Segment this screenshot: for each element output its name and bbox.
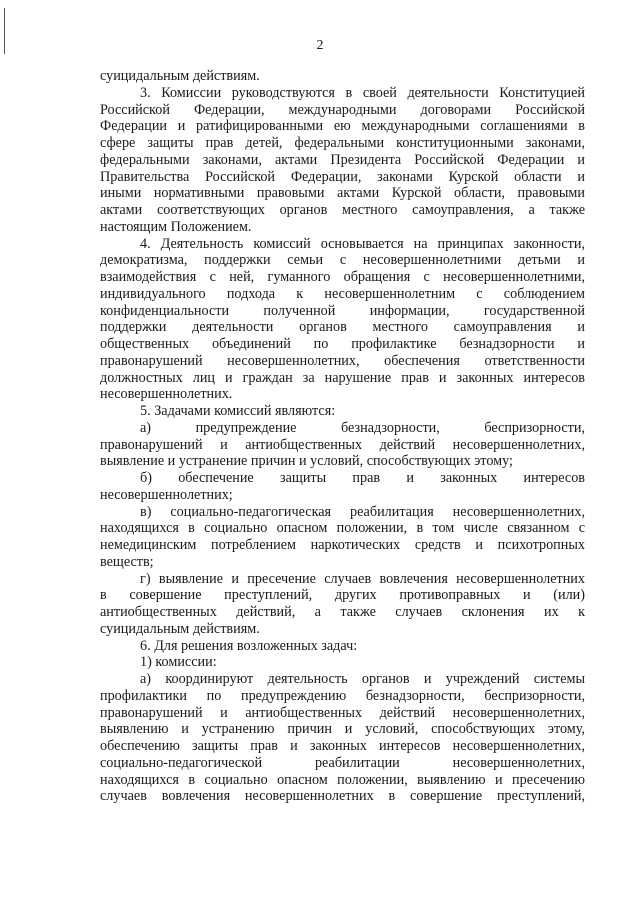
text-line: правонарушений несовершеннолетних, обеспечения ответственности — [100, 352, 585, 369]
text-line: 4. Деятельность комиссий основывается на принципах законности, — [140, 235, 585, 252]
text-line: настоящим Положением. — [100, 218, 252, 235]
text-line: общественных объединений по профилактике безнадзорности и — [100, 336, 585, 352]
text-line: должностных лиц и граждан за нарушение прав и законных интересов — [100, 369, 585, 386]
text-line: суицидальным действиям. — [100, 68, 260, 84]
text-line: актами соответствующих органов местного самоуправления, а также — [100, 202, 585, 218]
text-line: иными нормативными правовыми актами Курской области, правовыми — [100, 185, 585, 202]
text-line: 1) комиссии: — [140, 654, 217, 671]
text-line: находящихся в социально опасном положении, в том числе связанном с — [100, 520, 585, 537]
page-number: 2 — [316, 38, 324, 53]
text-line: обеспечению защиты прав и законных интересов несовершеннолетних, — [100, 738, 585, 754]
text-line: взаимодействия с ней, гуманного обращения с несовершеннолетними, — [100, 269, 585, 285]
text-line: 5. Задачами комиссий являются: — [140, 403, 336, 419]
text-line: сфере защиты прав детей, федеральными конституционными законами, — [100, 135, 585, 151]
text-line: а) координируют деятельность органов и учреждений системы — [140, 671, 585, 687]
text-line: социально-педагогической реабилитации несовершеннолетних, — [100, 754, 585, 771]
text-line: г) выявление и пресечение случаев вовлечения несовершеннолетних — [140, 570, 585, 587]
text-line: антиобщественных действий, а также случаев склонения их к — [100, 604, 585, 620]
text-line: в) социально-педагогическая реабилитация несовершеннолетних, — [140, 503, 585, 520]
text-line: профилактики по предупреждению безнадзорности, беспризорности, — [100, 687, 585, 704]
text-line: Федерации и ратифицированными ею международными соглашениями в — [100, 118, 585, 135]
text-line: находящихся в социально опасном положении, выявлению и пресечению — [100, 771, 585, 788]
text-line: суицидальным действиям. — [100, 620, 260, 637]
text-line: несовершеннолетних; — [100, 486, 233, 503]
text-line: федеральными законами, актами Президента Российской Федерации и — [100, 151, 585, 168]
text-line: конфиденциальности полученной информации, государственной — [100, 302, 585, 319]
text-line: правонарушений и антиобщественных действий несовершеннолетних, — [100, 704, 585, 721]
text-line: 3. Комиссии руководствуются в своей деятельности Конституцией — [140, 84, 585, 101]
text-line: а) предупреждение безнадзорности, беспризорности, — [140, 419, 585, 436]
text-line: случаев вовлечения несовершеннолетних в совершение преступлений, — [100, 788, 585, 805]
text-line: несовершеннолетних. — [100, 386, 233, 403]
text-line: Правительства Российской Федерации, законами Курской области и — [100, 168, 585, 185]
text-line: выявлению и устранению причин и условий, способствующих этому, — [100, 721, 585, 738]
text-line: правонарушений и антиобщественных действий несовершеннолетних, — [100, 436, 585, 453]
text-line: выявление и устранение причин и условий, способствующих этому; — [100, 453, 513, 470]
text-line: поддержки деятельности органов местного самоуправления и — [100, 319, 585, 336]
text-line: немедицинским потреблением наркотических средств и психотропных — [100, 537, 585, 553]
text-line: Российской Федерации, международными договорами Российской — [100, 101, 585, 118]
text-line: б) обеспечение защиты прав и законных интересов — [140, 470, 585, 486]
document-body — [100, 68, 585, 805]
text-line: демократизма, поддержки семьи с несовершеннолетними детьми и — [100, 252, 585, 269]
text-line: веществ; — [100, 553, 154, 570]
text-line: индивидуального подхода к несовершеннолетним с соблюдением — [100, 285, 585, 302]
text-line: в совершение преступлений, других противоправных и (или) — [100, 587, 585, 604]
text-line: 6. Для решения возложенных задач: — [140, 637, 358, 654]
